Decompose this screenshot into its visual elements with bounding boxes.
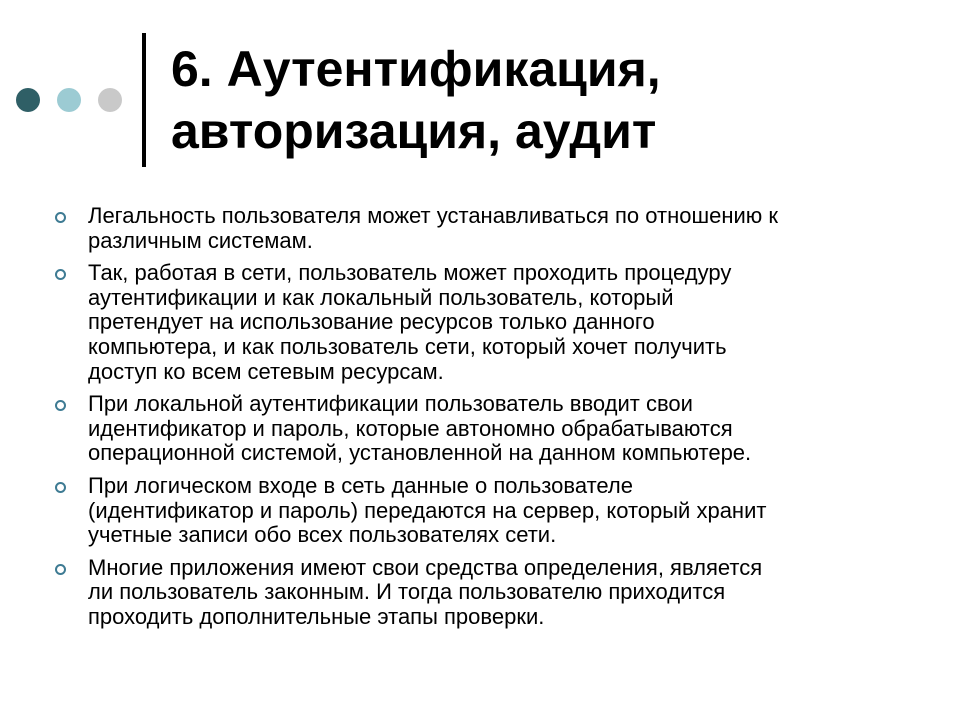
bullet-line: различным системам. (88, 227, 313, 253)
bullet-line: ли пользователь законным. И тогда пользователю приходится (88, 579, 726, 605)
title-decoration-dots (16, 88, 126, 112)
bullet-item (55, 261, 905, 384)
bullet-line: идентификатор и пароль, которые автономно обрабатываются (88, 415, 733, 441)
bullet-ring-icon (55, 269, 66, 280)
slide-title-line-1: 6. Аутентификация, (171, 41, 661, 97)
bullet-item (55, 392, 905, 466)
bullet-ring-icon (55, 564, 66, 575)
bullet-line: Так, работая в сети, пользователь может проходить процедуру (88, 260, 732, 286)
bullet-line: аутентификации и как локальный пользователь, который (88, 284, 674, 310)
bullet-line: При локальной аутентификации пользователь вводит свои (88, 391, 693, 417)
bullet-text (88, 556, 905, 630)
bullet-line: учетные записи обо всех пользователях сети. (88, 522, 557, 548)
bullet-line: Легальность пользователя может устанавливаться по отношению к (88, 203, 779, 228)
bullet-line: операционной системой, установленной на данном компьютере. (88, 440, 752, 466)
bullet-line: претендует на использование ресурсов только данного (88, 309, 655, 335)
bullet-line: (идентификатор и пароль) передаются на сервер, который хранит (88, 497, 767, 523)
decor-dot-dark (16, 88, 40, 112)
bullet-line: При логическом входе в сеть данные о пользователе (88, 472, 633, 498)
title-vertical-rule (142, 33, 146, 167)
decor-dot-gray (98, 88, 122, 112)
bullet-ring-icon (55, 482, 66, 493)
bullet-line: компьютера, и как пользователь сети, который хочет получить (88, 333, 727, 359)
bullet-item (55, 204, 905, 253)
slide-title (171, 38, 931, 162)
bullet-line: Многие приложения имеют свои средства определения, является (88, 554, 763, 580)
bullet-ring-icon (55, 400, 66, 411)
bullet-text (88, 261, 905, 384)
bullet-list (55, 204, 905, 638)
bullet-text (88, 204, 905, 253)
bullet-item (55, 474, 905, 548)
bullet-line: проходить дополнительные этапы проверки. (88, 603, 545, 629)
decor-dot-light-teal (57, 88, 81, 112)
slide-title-line-2: авторизация, аудит (171, 103, 657, 159)
bullet-ring-icon (55, 212, 66, 223)
bullet-text (88, 392, 905, 466)
bullet-text (88, 474, 905, 548)
bullet-line: доступ ко всем сетевым ресурсам. (88, 358, 444, 384)
bullet-item (55, 556, 905, 630)
